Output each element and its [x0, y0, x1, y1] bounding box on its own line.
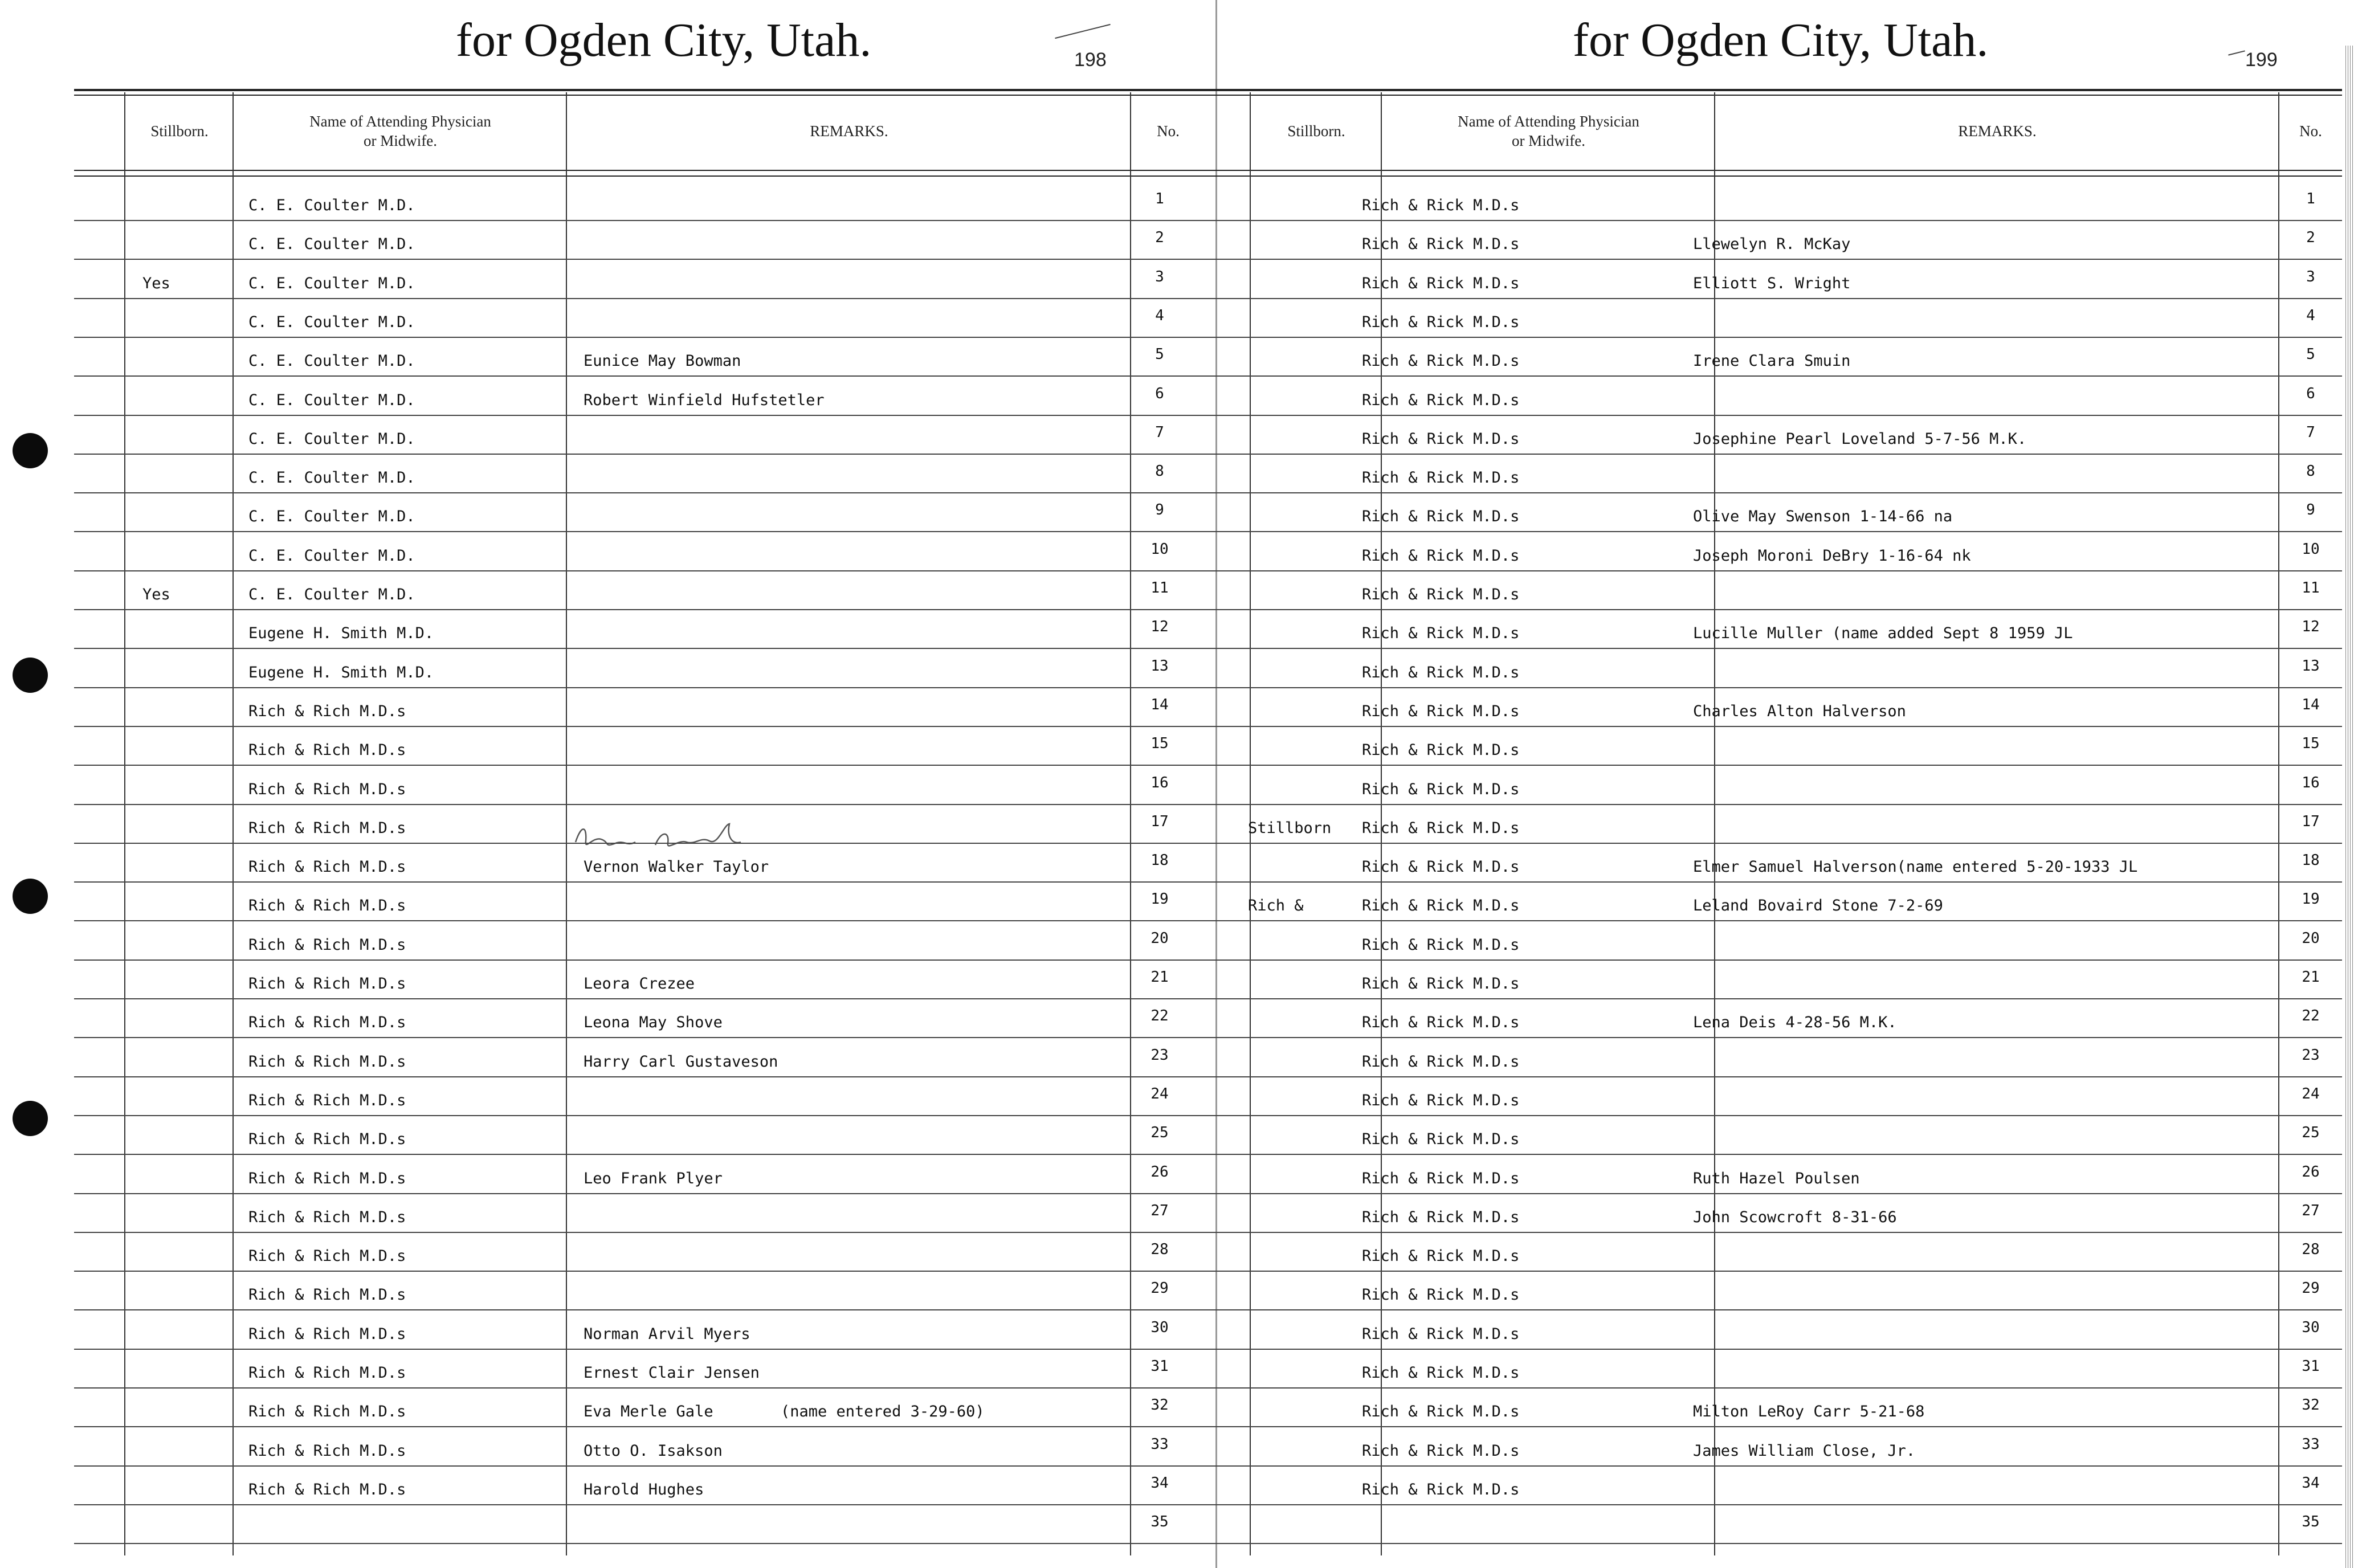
pen-mark: [1055, 24, 1111, 39]
physician-cell: Rich & Rick M.D.s: [1362, 1053, 1520, 1071]
entry-number: 7: [1155, 424, 1164, 441]
row-rule: [1217, 454, 2342, 455]
row-rule: [1217, 220, 2342, 221]
entry-number: 32: [2302, 1396, 2320, 1414]
entry-number: 5: [2306, 346, 2315, 363]
entry-number: 18: [2302, 852, 2320, 869]
row-rule: [1217, 1232, 2342, 1233]
header-rule: [74, 89, 1217, 91]
physician-cell: C. E. Coulter M.D.: [248, 352, 415, 370]
physician-cell: Rich & Rich M.D.s: [248, 1286, 406, 1304]
remarks-cell: Elliott S. Wright: [1693, 275, 1851, 292]
physician-cell: Rich & Rick M.D.s: [1362, 197, 1520, 214]
physician-cell: Rich & Rick M.D.s: [1362, 508, 1520, 525]
physician-cell: Rich & Rick M.D.s: [1362, 275, 1520, 292]
header-rule: [1217, 89, 2342, 91]
physician-cell: Rich & Rich M.D.s: [248, 819, 406, 837]
header-no: No.: [2299, 122, 2322, 140]
entry-number: 25: [1151, 1124, 1169, 1141]
physician-cell: Rich & Rich M.D.s: [248, 1325, 406, 1343]
remarks-cell: Llewelyn R. McKay: [1693, 235, 1851, 253]
row-rule: [74, 804, 1217, 805]
entry-number: 16: [2302, 774, 2320, 791]
row-rule: [74, 375, 1217, 377]
pen-mark: [2228, 50, 2245, 55]
row-rule: [1217, 337, 2342, 338]
remarks-cell: Leland Bovaird Stone 7-2-69: [1693, 897, 1943, 914]
remarks-cell: Irene Clara Smuin: [1693, 352, 1851, 370]
header-bottom-rule: [74, 175, 1217, 177]
physician-cell: Eugene H. Smith M.D.: [248, 624, 434, 642]
entry-number: 22: [2302, 1007, 2320, 1024]
header-physician: Name of Attending Physician or Midwife.: [1458, 113, 1639, 149]
physician-cell: C. E. Coulter M.D.: [248, 235, 415, 253]
entry-number: 31: [1151, 1358, 1169, 1375]
entry-number: 13: [1151, 658, 1169, 675]
row-rule: [1217, 1426, 2342, 1427]
entry-number: 16: [1151, 774, 1169, 791]
row-rule: [1217, 804, 2342, 805]
remarks-cell: Norman Arvil Myers: [584, 1325, 750, 1343]
row-rule: [74, 920, 1217, 921]
entry-number: 6: [1155, 385, 1164, 402]
row-rule: [74, 609, 1217, 610]
physician-cell: Rich & Rick M.D.s: [1362, 1092, 1520, 1109]
entry-number: 25: [2302, 1124, 2320, 1141]
entry-number: 13: [2302, 658, 2320, 675]
row-rule: [74, 1154, 1217, 1155]
column-divider: [124, 92, 125, 1555]
row-rule: [74, 881, 1217, 883]
entry-number: 27: [1151, 1202, 1169, 1219]
physician-cell: Rich & Rick M.D.s: [1362, 1481, 1520, 1498]
entry-number: 10: [2302, 541, 2320, 558]
row-rule: [1217, 298, 2342, 299]
row-rule: [1217, 881, 2342, 883]
remarks-cell: Harry Carl Gustaveson: [584, 1053, 778, 1071]
physician-cell: Rich & Rich M.D.s: [248, 897, 406, 914]
page-number: 198: [1074, 49, 1107, 71]
row-rule: [1217, 998, 2342, 999]
row-rule: [74, 531, 1217, 532]
remarks-cell: Olive May Swenson 1-14-66 na: [1693, 508, 1953, 525]
row-rule: [1217, 1154, 2342, 1155]
physician-cell: Rich & Rich M.D.s: [248, 741, 406, 759]
physician-cell: Rich & Rick M.D.s: [1362, 235, 1520, 253]
physician-cell: Rich & Rick M.D.s: [1362, 469, 1520, 487]
row-rule: [1217, 1349, 2342, 1350]
entry-number: 32: [1151, 1396, 1169, 1414]
row-rule: [1217, 1037, 2342, 1038]
physician-cell: Rich & Rick M.D.s: [1362, 664, 1520, 681]
physician-cell: C. E. Coulter M.D.: [248, 197, 415, 214]
row-rule: [1217, 687, 2342, 688]
header-stillborn: Stillborn.: [1287, 122, 1345, 140]
entry-number: 31: [2302, 1358, 2320, 1375]
entry-number: 35: [2302, 1513, 2320, 1530]
row-rule: [74, 843, 1217, 844]
row-rule: [1217, 531, 2342, 532]
remarks-cell: Lena Deis 4-28-56 M.K.: [1693, 1014, 1897, 1031]
entry-number: 23: [2302, 1047, 2320, 1064]
physician-cell: Rich & Rick M.D.s: [1362, 1325, 1520, 1343]
entry-number: 33: [2302, 1436, 2320, 1453]
physician-cell: C. E. Coulter M.D.: [248, 508, 415, 525]
row-rule: [1217, 765, 2342, 766]
row-rule: [1217, 1271, 2342, 1272]
header-bottom-rule: [1217, 175, 2342, 177]
entry-number: 35: [1151, 1513, 1169, 1530]
right-page: [1217, 0, 2354, 1568]
entry-number: 34: [1151, 1475, 1169, 1492]
physician-cell: Rich & Rick M.D.s: [1362, 1208, 1520, 1226]
row-rule: [74, 259, 1217, 260]
entry-number: 12: [1151, 618, 1169, 635]
physician-cell: Rich & Rich M.D.s: [248, 1130, 406, 1148]
entry-number: 11: [1151, 579, 1169, 597]
page-number: 199: [2245, 49, 2278, 71]
entry-number: 17: [1151, 813, 1169, 830]
header-physician: Name of Attending Physician or Midwife.: [309, 113, 491, 149]
entry-number: 3: [2306, 268, 2315, 285]
row-rule: [74, 1426, 1217, 1427]
physician-cell: Rich & Rich M.D.s: [248, 1208, 406, 1226]
row-rule: [74, 959, 1217, 961]
remarks-cell: Leona May Shove: [584, 1014, 723, 1031]
row-rule: [1217, 375, 2342, 377]
remarks-cell: Ruth Hazel Poulsen: [1693, 1170, 1860, 1187]
physician-cell: Rich & Rick M.D.s: [1362, 1286, 1520, 1304]
header-stillborn: Stillborn.: [150, 122, 209, 140]
row-rule: [74, 998, 1217, 999]
physician-cell: Rich & Rick M.D.s: [1362, 391, 1520, 409]
entry-number: 15: [1151, 735, 1169, 752]
row-rule: [74, 1232, 1217, 1233]
physician-cell: C. E. Coulter M.D.: [248, 430, 415, 448]
physician-cell: Rich & Rick M.D.s: [1362, 936, 1520, 954]
row-rule: [1217, 920, 2342, 921]
physician-cell: Rich & Rick M.D.s: [1362, 1247, 1520, 1265]
entry-number: 8: [1155, 463, 1164, 480]
page-title: for Ogden City, Utah.: [1573, 14, 1989, 67]
row-rule: [1217, 1543, 2342, 1544]
row-rule: [74, 726, 1217, 727]
entry-number: 14: [2302, 696, 2320, 713]
entry-number: 29: [1151, 1280, 1169, 1297]
entry-number: 7: [2306, 424, 2315, 441]
physician-cell: Rich & Rick M.D.s: [1362, 1130, 1520, 1148]
row-rule: [1217, 648, 2342, 649]
entry-number: 3: [1155, 268, 1164, 285]
physician-cell: Rich & Rich M.D.s: [248, 858, 406, 876]
physician-cell: Rich & Rich M.D.s: [248, 1442, 406, 1460]
physician-cell: Rich & Rich M.D.s: [248, 1481, 406, 1498]
remarks-cell: Josephine Pearl Loveland 5-7-56 M.K.: [1693, 430, 2027, 448]
row-rule: [1217, 1076, 2342, 1077]
physician-cell: C. E. Coulter M.D.: [248, 313, 415, 331]
row-rule: [1217, 959, 2342, 961]
row-rule: [1217, 726, 2342, 727]
stillborn-cell: Rich &: [1248, 897, 1304, 914]
physician-cell: Rich & Rich M.D.s: [248, 1403, 406, 1420]
physician-cell: Rich & Rich M.D.s: [248, 1053, 406, 1071]
row-rule: [74, 1076, 1217, 1077]
row-rule: [1217, 415, 2342, 416]
row-rule: [74, 492, 1217, 493]
entry-number: 1: [2306, 190, 2315, 207]
row-rule: [1217, 609, 2342, 610]
entry-number: 1: [1155, 190, 1164, 207]
remarks-cell: Vernon Walker Taylor: [584, 858, 769, 876]
entry-number: 24: [2302, 1085, 2320, 1102]
entry-number: 18: [1151, 852, 1169, 869]
physician-cell: Rich & Rick M.D.s: [1362, 703, 1520, 720]
physician-cell: Rich & Rich M.D.s: [248, 1014, 406, 1031]
remarks-cell: Lucille Muller (name added Sept 8 1959 JL: [1693, 624, 2073, 642]
entry-number: 2: [2306, 229, 2315, 246]
physician-cell: C. E. Coulter M.D.: [248, 547, 415, 565]
row-rule: [74, 648, 1217, 649]
remarks-cell: Ernest Clair Jensen: [584, 1364, 760, 1382]
physician-cell: Rich & Rich M.D.s: [248, 1364, 406, 1382]
entry-number: 20: [1151, 930, 1169, 947]
row-rule: [74, 298, 1217, 299]
entry-number: 4: [1155, 307, 1164, 324]
entry-number: 34: [2302, 1475, 2320, 1492]
entry-number: 20: [2302, 930, 2320, 947]
row-rule: [1217, 259, 2342, 260]
entry-number: 2: [1155, 229, 1164, 246]
physician-cell: Rich & Rick M.D.s: [1362, 1442, 1520, 1460]
physician-cell: C. E. Coulter M.D.: [248, 469, 415, 487]
row-rule: [74, 570, 1217, 571]
row-rule: [1217, 1504, 2342, 1505]
row-rule: [74, 1349, 1217, 1350]
row-rule: [74, 1115, 1217, 1116]
remarks-cell: James William Close, Jr.: [1693, 1442, 1916, 1460]
entry-number: 8: [2306, 463, 2315, 480]
row-rule: [74, 1037, 1217, 1038]
physician-cell: Rich & Rick M.D.s: [1362, 1014, 1520, 1031]
header-bottom-rule: [1217, 170, 2342, 171]
physician-cell: Rich & Rich M.D.s: [248, 703, 406, 720]
physician-cell: Rich & Rick M.D.s: [1362, 1364, 1520, 1382]
row-rule: [74, 1271, 1217, 1272]
entry-number: 33: [1151, 1436, 1169, 1453]
row-rule: [1217, 492, 2342, 493]
physician-cell: Rich & Rick M.D.s: [1362, 741, 1520, 759]
physician-cell: Rich & Rich M.D.s: [248, 1247, 406, 1265]
physician-cell: C. E. Coulter M.D.: [248, 391, 415, 409]
entry-number: 30: [1151, 1319, 1169, 1336]
physician-cell: Rich & Rick M.D.s: [1362, 819, 1520, 837]
physician-cell: Rich & Rick M.D.s: [1362, 352, 1520, 370]
row-rule: [1217, 843, 2342, 844]
entry-number: 5: [1155, 346, 1164, 363]
row-rule: [74, 1504, 1217, 1505]
physician-cell: C. E. Coulter M.D.: [248, 586, 415, 603]
entry-number: 11: [2302, 579, 2320, 597]
physician-cell: Rich & Rick M.D.s: [1362, 858, 1520, 876]
entry-number: 21: [2302, 969, 2320, 986]
physician-cell: Rich & Rich M.D.s: [248, 975, 406, 993]
entry-number: 12: [2302, 618, 2320, 635]
stillborn-cell: Yes: [142, 275, 170, 292]
entry-number: 6: [2306, 385, 2315, 402]
remarks-cell: Milton LeRoy Carr 5-21-68: [1693, 1403, 1925, 1420]
physician-cell: Rich & Rick M.D.s: [1362, 1170, 1520, 1187]
remarks-cell: Eunice May Bowman: [584, 352, 741, 370]
entry-number: 27: [2302, 1202, 2320, 1219]
stillborn-cell: Stillborn: [1248, 819, 1332, 837]
physician-cell: Rich & Rick M.D.s: [1362, 586, 1520, 603]
header-remarks: REMARKS.: [1958, 122, 2037, 140]
entry-number: 28: [1151, 1241, 1169, 1258]
entry-number: 17: [2302, 813, 2320, 830]
row-rule: [74, 765, 1217, 766]
entry-number: 10: [1151, 541, 1169, 558]
physician-cell: Rich & Rick M.D.s: [1362, 897, 1520, 914]
entry-number: 28: [2302, 1241, 2320, 1258]
column-divider: [232, 92, 234, 1555]
physician-cell: Rich & Rick M.D.s: [1362, 313, 1520, 331]
row-rule: [74, 337, 1217, 338]
entry-number: 24: [1151, 1085, 1169, 1102]
entry-number: 22: [1151, 1007, 1169, 1024]
header-no: No.: [1157, 122, 1180, 140]
physician-cell: Rich & Rick M.D.s: [1362, 547, 1520, 565]
physician-cell: Eugene H. Smith M.D.: [248, 664, 434, 681]
physician-cell: Rich & Rich M.D.s: [248, 781, 406, 798]
physician-cell: Rich & Rick M.D.s: [1362, 975, 1520, 993]
physician-cell: Rich & Rick M.D.s: [1362, 781, 1520, 798]
remarks-cell: Elmer Samuel Halverson(name entered 5-20-1933 JL: [1693, 858, 2138, 876]
row-rule: [74, 1465, 1217, 1467]
header-bottom-rule: [74, 170, 1217, 171]
entry-number: 14: [1151, 696, 1169, 713]
row-rule: [74, 415, 1217, 416]
physician-cell: Rich & Rich M.D.s: [248, 1092, 406, 1109]
row-rule: [1217, 570, 2342, 571]
row-rule: [74, 1193, 1217, 1194]
header-remarks: REMARKS.: [810, 122, 888, 140]
entry-number: 9: [1155, 501, 1164, 518]
entry-number: 4: [2306, 307, 2315, 324]
physician-cell: Rich & Rich M.D.s: [248, 1170, 406, 1187]
entry-number: 19: [1151, 891, 1169, 908]
remarks-cell: Charles Alton Halverson: [1693, 703, 1906, 720]
row-rule: [1217, 1193, 2342, 1194]
row-rule: [1217, 1387, 2342, 1389]
row-rule: [74, 1309, 1217, 1310]
remarks-cell: Otto O. Isakson: [584, 1442, 723, 1460]
entry-number: 26: [2302, 1163, 2320, 1181]
entry-number: 15: [2302, 735, 2320, 752]
remarks-cell: Joseph Moroni DeBry 1-16-64 nk: [1693, 547, 1971, 565]
remarks-note: (name entered 3-29-60): [781, 1403, 985, 1420]
physician-cell: Rich & Rick M.D.s: [1362, 624, 1520, 642]
entry-number: 19: [2302, 891, 2320, 908]
remarks-cell: Robert Winfield Hufstetler: [584, 391, 825, 409]
physician-cell: Rich & Rick M.D.s: [1362, 430, 1520, 448]
remarks-cell: John Scowcroft 8-31-66: [1693, 1208, 1897, 1226]
entry-number: 21: [1151, 969, 1169, 986]
entry-number: 29: [2302, 1280, 2320, 1297]
stillborn-cell: Yes: [142, 586, 170, 603]
entry-number: 9: [2306, 501, 2315, 518]
physician-cell: Rich & Rick M.D.s: [1362, 1403, 1520, 1420]
row-rule: [74, 687, 1217, 688]
row-rule: [1217, 1465, 2342, 1467]
row-rule: [1217, 1309, 2342, 1310]
remarks-cell: Eva Merle Gale: [584, 1403, 713, 1420]
entry-number: 30: [2302, 1319, 2320, 1336]
remarks-cell: Harold Hughes: [584, 1481, 704, 1498]
page-title: for Ogden City, Utah.: [456, 14, 872, 67]
physician-cell: C. E. Coulter M.D.: [248, 275, 415, 292]
remarks-cell: Leo Frank Plyer: [584, 1170, 723, 1187]
row-rule: [74, 1387, 1217, 1389]
column-divider: [566, 92, 567, 1555]
column-divider: [1714, 92, 1715, 1555]
row-rule: [74, 454, 1217, 455]
row-rule: [1217, 1115, 2342, 1116]
remarks-cell: Leora Crezee: [584, 975, 695, 993]
entry-number: 23: [1151, 1047, 1169, 1064]
row-rule: [74, 1543, 1217, 1544]
physician-cell: Rich & Rich M.D.s: [248, 936, 406, 954]
entry-number: 26: [1151, 1163, 1169, 1181]
row-rule: [74, 220, 1217, 221]
